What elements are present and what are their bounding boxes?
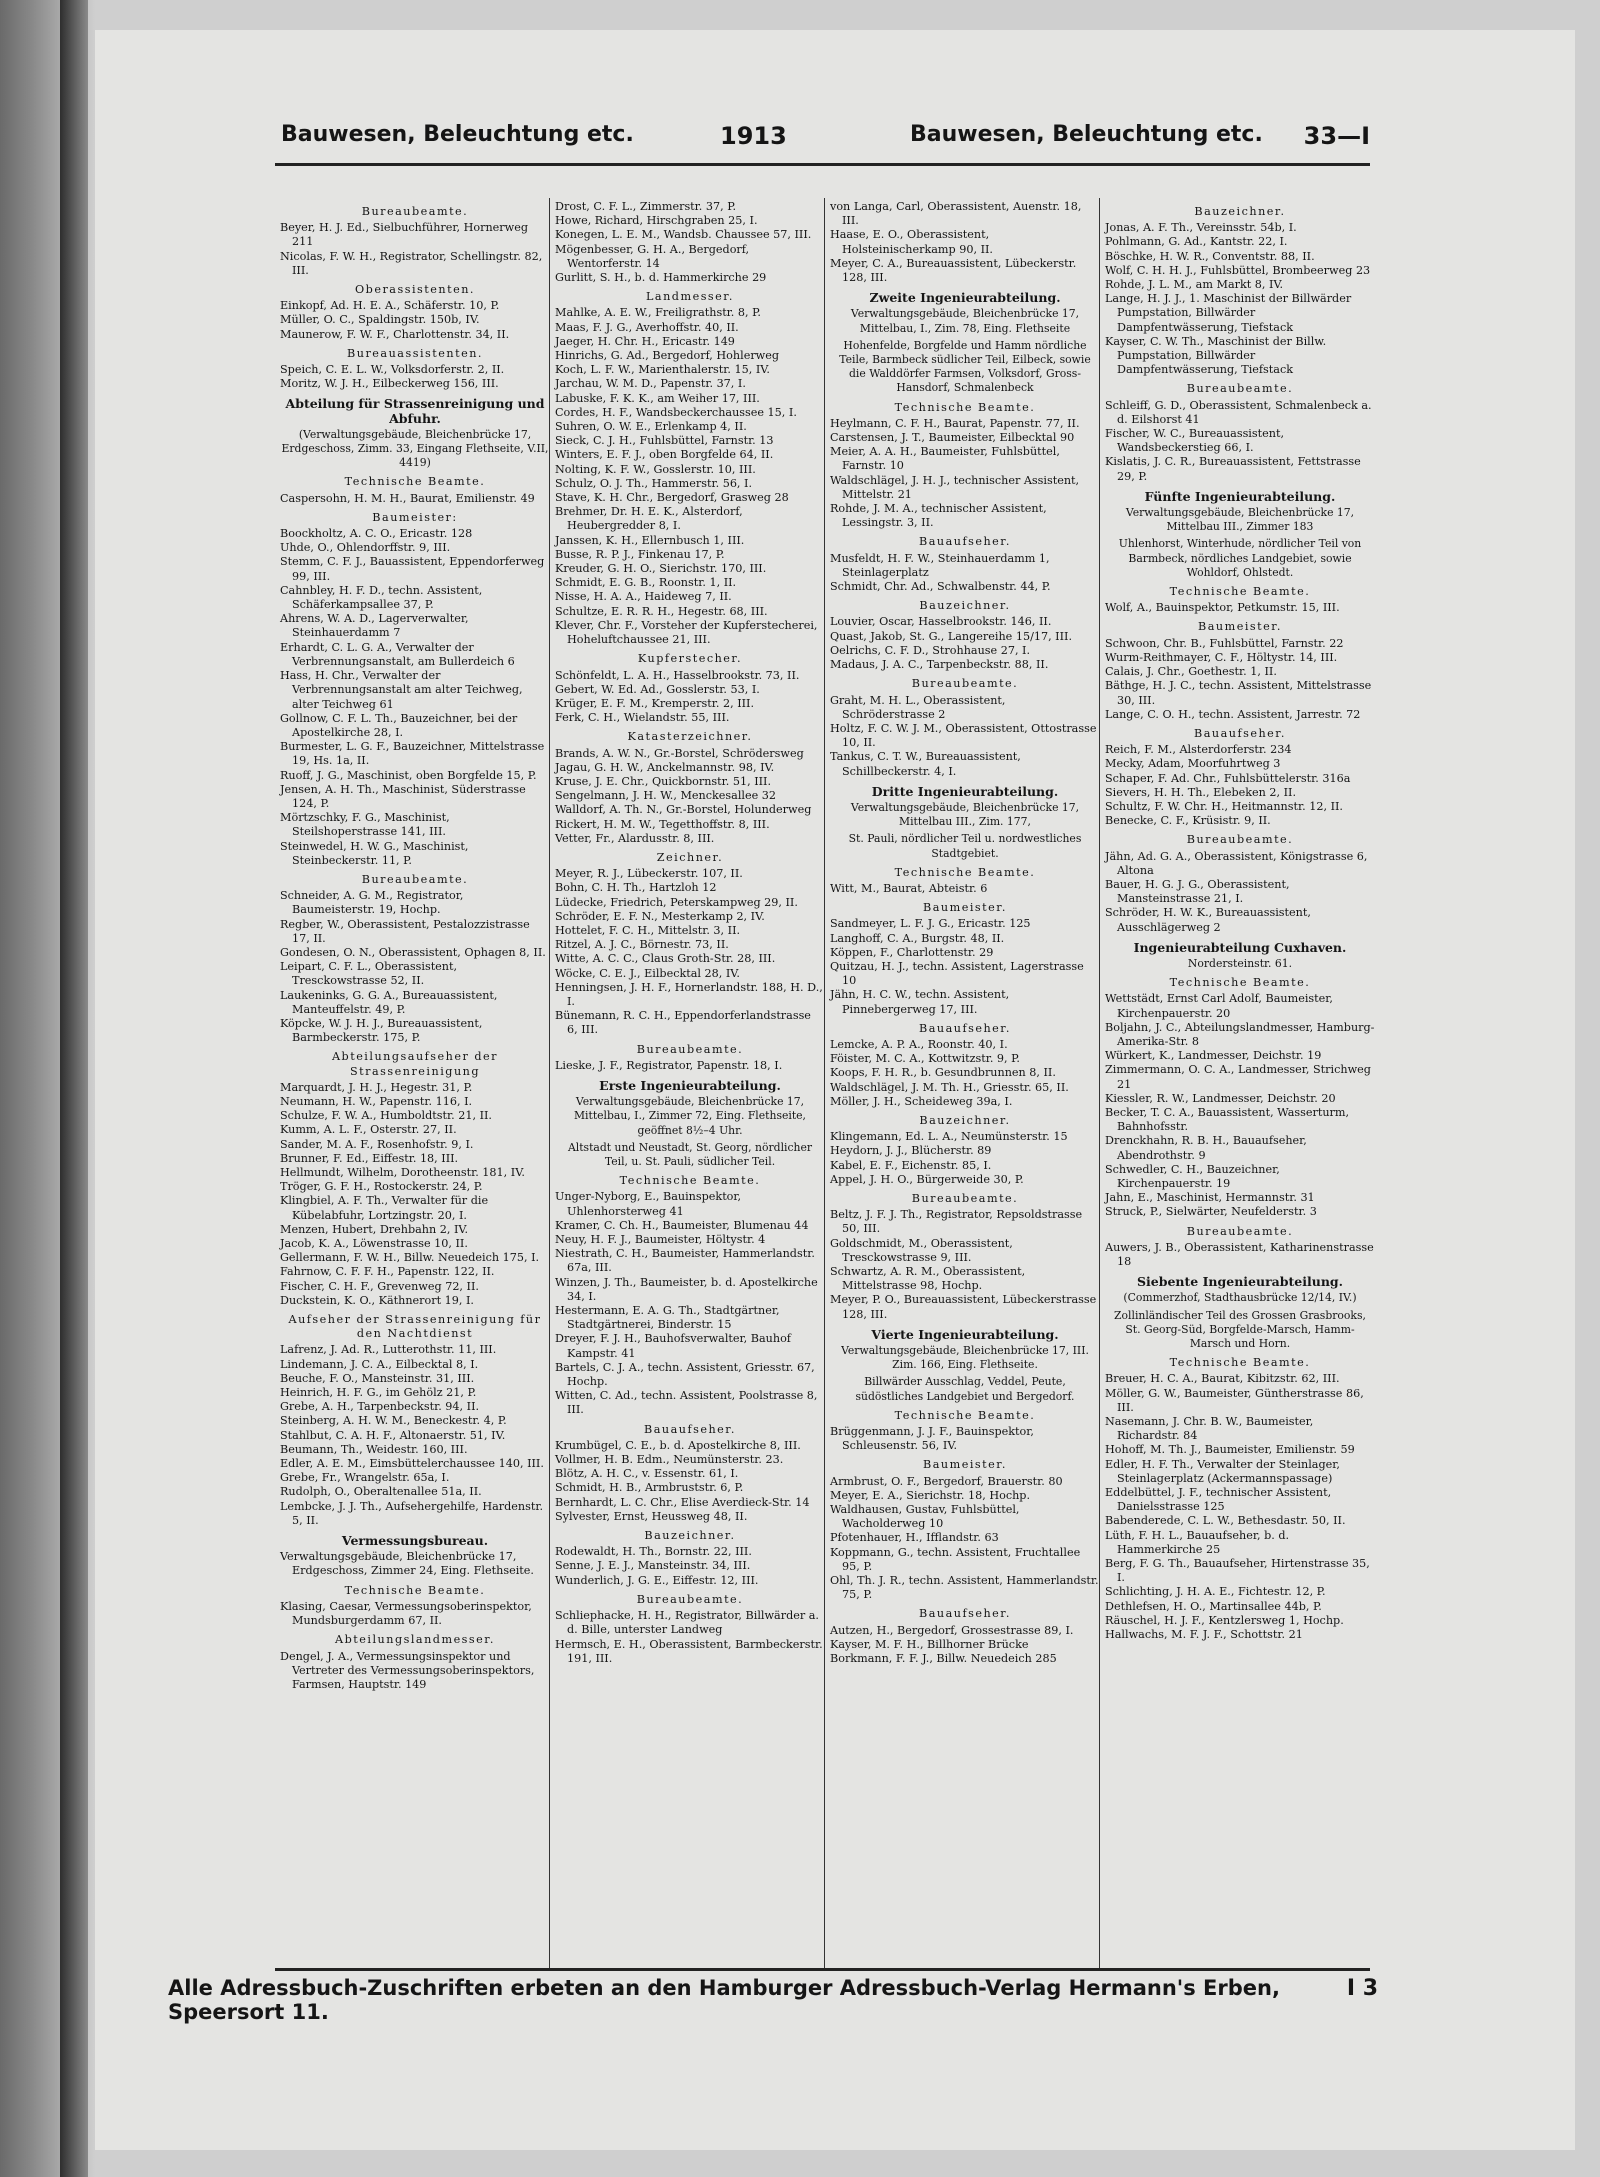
directory-entry: Heydorn, J. J., Blücherstr. 89 [830, 1144, 992, 1158]
directory-entry: Schultz, F. W. Chr. H., Heitmannstr. 12, II. [1105, 799, 1343, 813]
directory-entry: Dengel, J. A., Vermessungsinspektor und Vertreter des Vermessungsoberinspektors, Farmsen, Hauptstr. 149 [280, 1649, 535, 1691]
directory-entry: Waldschlägel, J. M. Th. H., Griesstr. 65, II. [830, 1080, 1069, 1094]
department-note: Altstadt und Neustadt, St. Georg, nördlicher Teil, u. St. Pauli, südlicher Teil. [567, 1140, 813, 1168]
text-column-3 [830, 200, 1100, 1666]
directory-entry: Jonas, A. F. Th., Vereinsstr. 54b, I. [1105, 221, 1297, 235]
directory-entry: Brehmer, Dr. H. E. K., Alsterdorf, Heubergredder 8, I. [555, 505, 743, 533]
section-label: Technische Beamte. [894, 400, 1036, 414]
directory-entry: Quitzau, H. J., techn. Assistent, Lagerstrasse 10 [830, 959, 1084, 988]
section-label: Bauaufseher. [919, 1607, 1011, 1621]
directory-entry: Schulze, F. W. A., Humboldtstr. 21, II. [280, 1109, 492, 1123]
directory-entry: Becker, T. C. A., Bauassistent, Wasserturm, Bahnhofsstr. [1105, 1105, 1350, 1134]
directory-entry: Hestermann, E. A. G. Th., Stadtgärtner, Stadtgärtnerei, Binderstr. 15 [555, 1304, 780, 1332]
directory-entry: Caspersohn, H. M. H., Baurat, Emilienstr. 49 [280, 491, 535, 505]
directory-entry: Meyer, R. J., Lübeckerstr. 107, II. [555, 867, 743, 881]
directory-entry: Tankus, C. T. W., Bureauassistent, Schillbeckerstr. 4, I. [830, 750, 1021, 778]
directory-entry: Steinberg, A. H. W. M., Beneckestr. 4, P. [280, 1414, 507, 1428]
section-label: Technische Beamte. [344, 1583, 486, 1597]
directory-entry: Lindemann, J. C. A., Eilbecktal 8, I. [280, 1357, 479, 1371]
directory-entry: Bartels, C. J. A., techn. Assistent, Griesstr. 67, Hochp. [555, 1360, 815, 1389]
sheet-signature: I 3 [1346, 1976, 1378, 2001]
directory-entry: Beltz, J. F. J. Th., Registrator, Repsoldstrasse 50, III. [830, 1208, 1083, 1236]
directory-entry: Verwaltungsgebäude, Bleichenbrücke 17, Erdgeschoss, Zimmer 24, Eing. Flethseite. [280, 1550, 534, 1578]
directory-entry: Schneider, A. G. M., Registrator, Baumeisterstr. 19, Hochp. [280, 889, 464, 917]
directory-entry: Witt, M., Baurat, Abteistr. 6 [830, 881, 988, 895]
directory-entry: Beyer, H. J. Ed., Sielbuchführer, Hornerweg 211 [280, 221, 529, 249]
directory-entry: Leipart, C. F. L., Oberassistent, Tresckowstrasse 52, II. [280, 960, 458, 988]
directory-entry: Rodewaldt, H. Th., Bornstr. 22, III. [555, 1545, 752, 1559]
directory-entry: Krüger, E. F. M., Kremperstr. 2, III. [555, 696, 755, 710]
directory-entry: Pfotenhauer, H., Ifflandstr. 63 [830, 1531, 999, 1545]
directory-entry: Klingemann, Ed. L. A., Neumünsterstr. 15 [830, 1130, 1068, 1144]
directory-entry: Borkmann, F. F. J., Billw. Neuedeich 285 [830, 1652, 1057, 1666]
directory-entry: Mögenbesser, G. H. A., Bergedorf, Wentorferstr. 14 [555, 242, 750, 270]
section-label: Bauzeichner. [644, 1529, 736, 1543]
directory-entry: Lafrenz, J. Ad. R., Lutterothstr. 11, III. [280, 1343, 497, 1357]
directory-entry: Senne, J. E. J., Mansteinstr. 34, III. [555, 1559, 751, 1573]
directory-entry: Brüggenmann, J. J. F., Bauinspektor, Schleusenstr. 56, IV. [830, 1425, 1034, 1453]
directory-entry: Cahnbley, H. F. D., techn. Assistent, Schäferkampsallee 37, P. [280, 583, 483, 612]
directory-entry: Oelrichs, C. F. D., Strohhause 27, I. [830, 643, 1031, 657]
section-label: Technische Beamte. [894, 865, 1036, 879]
directory-entry: Beumann, Th., Weidestr. 160, III. [280, 1442, 468, 1456]
directory-entry: Hottelet, F. C. H., Mittelstr. 3, II. [555, 923, 741, 937]
directory-entry: Meyer, C. A., Bureauassistent, Lübeckerstr. 128, III. [830, 256, 1077, 285]
section-label: Technische Beamte. [1169, 1356, 1311, 1370]
section-label: Bauzeichner. [919, 1113, 1011, 1127]
directory-entry: Autzen, H., Bergedorf, Grossestrasse 89, I. [830, 1623, 1074, 1637]
directory-entry: Kramer, C. Ch. H., Baumeister, Blumenau 44 [555, 1218, 809, 1232]
directory-entry: Jähn, Ad. G. A., Oberassistent, Königstrasse 6, Altona [1105, 849, 1368, 877]
section-label: Bauzeichner. [919, 599, 1011, 613]
department-note: Zollinländischer Teil des Grossen Grasbrooks, St. Georg-Süd, Borgfelde-Marsch, Hamm-Marsch und Horn. [1114, 1308, 1366, 1351]
directory-entry: Auwers, J. B., Oberassistent, Katharinenstrasse 18 [1105, 1240, 1374, 1269]
section-label: Technische Beamte. [619, 1174, 761, 1188]
directory-entry: Appel, J. H. O., Bürgerweide 30, P. [830, 1172, 1024, 1186]
section-label: Bureaubeamte. [636, 1042, 744, 1056]
directory-entry: Jacob, K. A., Löwenstrasse 10, II. [280, 1237, 468, 1251]
directory-entry: Boljahn, J. C., Abteilungslandmesser, Hamburg-Amerika-Str. 8 [1105, 1020, 1375, 1048]
directory-entry: Wolf, A., Bauinspektor, Petkumstr. 15, III. [1105, 601, 1340, 615]
directory-entry: Sengelmann, J. H. W., Menckesallee 32 [555, 789, 777, 803]
directory-entry: Witte, A. C. C., Claus Groth-Str. 28, III. [555, 952, 776, 966]
directory-entry: Maunerow, F. W. F., Charlottenstr. 34, II. [280, 327, 510, 341]
department-heading: Ingenieurabteilung Cuxhaven. [1133, 939, 1347, 955]
directory-entry: Erhardt, C. L. G. A., Verwalter der Verbrennungsanstalt, am Bullerdeich 6 [280, 640, 515, 668]
department-heading: Siebente Ingenieurabteilung. [1136, 1274, 1343, 1290]
section-label: Baumeister. [923, 1458, 1007, 1472]
directory-entry: Boockholtz, A. C. O., Ericastr. 128 [280, 527, 473, 541]
directory-entry: Jensen, A. H. Th., Maschinist, Süderstrasse 124, P. [280, 782, 526, 810]
directory-entry: Carstensen, J. T., Baumeister, Eilbecktal 90 [830, 431, 1075, 445]
section-label: Bauzeichner. [1194, 205, 1286, 218]
directory-entry: Böschke, H. W. R., Conventstr. 88, II. [1105, 249, 1315, 263]
directory-entry: Goldschmidt, M., Oberassistent, Tresckowstrasse 9, III. [830, 1236, 1013, 1264]
directory-entry: Vollmer, H. B. Edm., Neumünsterstr. 23. [555, 1453, 784, 1467]
directory-entry: Sander, M. A. F., Rosenhofstr. 9, I. [280, 1137, 474, 1151]
directory-entry: Krumbügel, C. E., b. d. Apostelkirche 8, III. [555, 1438, 801, 1452]
directory-entry: Jagau, G. H. W., Anckelmannstr. 98, IV. [555, 760, 775, 774]
directory-entry: Lüth, F. H. L., Bauaufseher, b. d. Hammerkirche 25 [1105, 1528, 1290, 1556]
directory-entry: Meier, A. A. H., Baumeister, Fuhlsbüttel, Farnstr. 10 [830, 445, 1060, 473]
directory-entry: Madaus, J. A. C., Tarpenbeckstr. 88, II. [830, 658, 1049, 672]
directory-entry: Dethlefsen, H. O., Martinsallee 44b, P. [1105, 1599, 1322, 1613]
directory-entry: Holtz, F. C. W. J. M., Oberassistent, Ottostrasse 10, II. [830, 721, 1097, 750]
directory-entry: Neumann, H. W., Papenstr. 116, I. [280, 1094, 473, 1108]
directory-entry: Busse, R. P. J., Finkenau 17, P. [555, 547, 725, 561]
directory-entry: Schwoon, Chr. B., Fuhlsbüttel, Farnstr. 22 [1105, 636, 1344, 650]
directory-entry: Suhren, O. W. E., Erlenkamp 4, II. [555, 420, 747, 434]
directory-entry: Schlichting, J. H. A. E., Fichtestr. 12, P. [1105, 1585, 1326, 1599]
directory-entry: Föister, M. C. A., Kottwitzstr. 9, P. [830, 1052, 1020, 1066]
directory-entry: Ruoff, J. G., Maschinist, oben Borgfelde 15, P. [280, 768, 537, 782]
page-number: 33—I [1303, 122, 1370, 150]
directory-entry: Lemcke, A. P. A., Roonstr. 40, I. [830, 1037, 1008, 1051]
directory-entry: Jahn, E., Maschinist, Hermannstr. 31 [1105, 1191, 1315, 1205]
directory-entry: Bernhardt, L. C. Chr., Elise Averdieck-Str. 14 [555, 1495, 810, 1509]
directory-entry: Blötz, A. H. C., v. Essenstr. 61, I. [555, 1467, 739, 1481]
directory-entry: Witten, C. Ad., techn. Assistent, Poolstrasse 8, III. [555, 1389, 818, 1417]
directory-entry: Rudolph, O., Oberaltenallee 51a, II. [280, 1485, 482, 1499]
directory-entry: Lüdecke, Friedrich, Peterskampweg 29, II. [555, 895, 798, 909]
directory-entry: Schönfeldt, L. A. H., Hasselbrookstr. 73, II. [555, 668, 800, 682]
directory-entry: Walldorf, A. Th. N., Gr.-Borstel, Holunderweg [555, 803, 812, 817]
directory-entry: Haase, E. O., Oberassistent, Holsteinischerkamp 90, II. [830, 228, 993, 256]
directory-entry: Stave, K. H. Chr., Bergedorf, Grasweg 28 [555, 491, 789, 505]
directory-entry: Konegen, L. E. M., Wandsb. Chaussee 57, III. [555, 228, 812, 242]
directory-entry: Einkopf, Ad. H. E. A., Schäferstr. 10, P. [280, 299, 500, 313]
directory-entry: Rohde, J. L. M., am Markt 8, IV. [1105, 278, 1284, 292]
header-right-title: Bauwesen, Beleuchtung etc. [910, 122, 1263, 147]
directory-entry: Schmidt, Chr. Ad., Schwalbenstr. 44, P. [830, 580, 1051, 594]
directory-entry: Howe, Richard, Hirschgraben 25, I. [555, 214, 758, 228]
directory-entry: Janssen, K. H., Ellernbusch 1, III. [555, 533, 745, 547]
header-left-title: Bauwesen, Beleuchtung etc. [281, 122, 634, 147]
directory-entry: Struck, P., Sielwärter, Neufelderstr. 3 [1105, 1205, 1317, 1219]
directory-entry: Kayser, C. W. Th., Maschinist der Billw. Pumpstation, Billwärder Dampfentwässerung, Tiefstack [1105, 334, 1327, 377]
directory-entry: Koops, F. H. R., b. Gesundbrunnen 8, II. [830, 1066, 1056, 1080]
section-label: Bureaubeamte. [1186, 833, 1294, 847]
directory-entry: Uhde, O., Ohlendorffstr. 9, III. [280, 541, 451, 555]
directory-entry: Moritz, W. J. H., Eilbeckerweg 156, III. [280, 377, 499, 391]
directory-entry: Jarchau, W. M. D., Papenstr. 37, I. [555, 377, 746, 391]
directory-entry: Gurlitt, S. H., b. d. Hammerkirche 29 [555, 271, 767, 285]
section-label: Bureaubeamte. [636, 1592, 744, 1606]
directory-entry: Berg, F. G. Th., Bauaufseher, Hirtenstrasse 35, I. [1105, 1557, 1370, 1585]
department-note: (Commerzhof, Stadthausbrücke 12/14, IV.) [1123, 1291, 1357, 1305]
directory-entry: Marquardt, J. H. J., Hegestr. 31, P. [280, 1080, 473, 1094]
section-label: Bureaubeamte. [911, 1192, 1019, 1205]
directory-entry: Schmidt, E. G. B., Roonstr. 1, II. [555, 576, 737, 590]
footer [168, 1976, 1378, 2024]
directory-entry: Stemm, C. F. J., Bauassistent, Eppendorferweg 99, III. [280, 555, 545, 583]
section-label: Bauaufseher. [1194, 726, 1286, 740]
directory-entry: Gondesen, O. N., Oberassistent, Ophagen 8, II. [280, 945, 546, 959]
directory-entry: von Langa, Carl, Oberassistent, Auenstr. 18, III. [830, 200, 1082, 228]
directory-entry: Mörtzschky, F. G., Maschinist, Steilshoperstrasse 141, III. [280, 811, 450, 839]
directory-entry: Beuche, F. O., Mansteinstr. 31, III. [280, 1371, 475, 1385]
directory-entry: Kruse, J. E. Chr., Quickbornstr. 51, III. [555, 774, 772, 788]
directory-entry: Nolting, K. F. W., Gosslerstr. 10, III. [555, 462, 756, 476]
directory-entry: Kreuder, G. H. O., Sierichstr. 170, III. [555, 562, 767, 576]
directory-entry: Kumm, A. L. F., Osterstr. 27, II. [280, 1123, 457, 1137]
directory-entry: Sandmeyer, L. F. J. G., Ericastr. 125 [830, 917, 1031, 931]
directory-entry: Laukeninks, G. G. A., Bureauassistent, Manteuffelstr. 49, P. [280, 988, 498, 1016]
department-heading: Fünfte Ingenieurabteilung. [1144, 488, 1336, 504]
directory-entry: Rohde, J. M. A., technischer Assistent, Lessingstr. 3, II. [830, 502, 1047, 530]
directory-entry: Kayser, M. F. H., Billhorner Brücke [830, 1637, 1029, 1651]
directory-entry: Gebert, W. Ed. Ad., Gosslerstr. 53, I. [555, 682, 760, 696]
directory-entry: Niestrath, C. H., Baumeister, Hammerlandstr. 67a, III. [555, 1247, 815, 1275]
section-label: Technische Beamte. [1169, 976, 1311, 990]
section-label: Bureauassistenten. [347, 346, 483, 360]
directory-entry: Grebe, A. H., Tarpenbeckstr. 94, II. [280, 1400, 480, 1414]
directory-entry: Schwedler, C. H., Bauzeichner, Kirchenpauerstr. 19 [1105, 1162, 1280, 1190]
directory-entry: Brunner, F. Ed., Eiffestr. 18, III. [280, 1151, 459, 1165]
directory-entry: Schröder, E. F. N., Mesterkamp 2, IV. [555, 909, 765, 923]
department-heading: Zweite Ingenieurabteilung. [869, 290, 1061, 306]
directory-entry: Bäthge, H. J. C., techn. Assistent, Mittelstrasse 30, III. [1105, 679, 1372, 707]
directory-entry: Schulz, O. J. Th., Hammerstr. 56, I. [555, 476, 753, 490]
section-label: Baumeister. [1198, 620, 1282, 634]
directory-entry: Zimmermann, O. C. A., Landmesser, Strichweg 21 [1105, 1063, 1371, 1091]
directory-entry: Vetter, Fr., Alardusstr. 8, III. [555, 831, 715, 845]
directory-entry: Jähn, H. C. W., techn. Assistent, Pinnebergerweg 17, III. [830, 988, 1010, 1016]
directory-entry: Brands, A. W. N., Gr.-Borstel, Schrödersweg [555, 746, 804, 760]
directory-entry: Breuer, H. C. A., Baurat, Kibitzstr. 62, III. [1105, 1372, 1340, 1386]
directory-entry: Ahrens, W. A. D., Lagerverwalter, Steinhauerdamm 7 [280, 612, 469, 640]
footer-rule [275, 1968, 1370, 1971]
directory-entry: Fischer, W. C., Bureauassistent, Wandsbeckerstieg 66, I. [1105, 427, 1285, 455]
text-column-2 [555, 200, 825, 1666]
directory-entry: Lange, H. J. J., 1. Maschinist der Billwärder Pumpstation, Billwärder Dampfentwässerung, Tiefstack [1105, 292, 1352, 334]
directory-entry: Edler, A. E. M., Eimsbüttelerchaussee 140, III. [280, 1457, 544, 1471]
directory-entry: Schaper, F. Ad. Chr., Fuhlsbüttelerstr. 316a [1105, 771, 1351, 785]
directory-entry: Steinwedel, H. W. G., Maschinist, Steinbeckerstr. 11, P. [280, 839, 469, 867]
directory-entry: Unger-Nyborg, E., Bauinspektor, Uhlenhorsterweg 41 [555, 1190, 742, 1218]
section-label: Katasterzeichner. [627, 730, 753, 744]
running-header [275, 112, 1370, 160]
section-label: Technische Beamte. [344, 475, 486, 489]
department-heading: Vermessungsbureau. [341, 1533, 489, 1549]
footer-publisher-note: Alle Adressbuch-Zuschriften erbeten an den Hamburger Adressbuch-Verlag Hermann's Erben, Speersort 11. [168, 1976, 1280, 2024]
directory-entry: Pohlmann, G. Ad., Kantstr. 22, I. [1105, 235, 1288, 249]
department-note: Verwaltungsgebäude, Bleichenbrücke 17, III. Zim. 166, Eing. Flethseite. [841, 1344, 1089, 1372]
directory-entry: Fischer, C. H. F., Grevenweg 72, II. [280, 1279, 479, 1293]
department-note: St. Pauli, nördlicher Teil u. nordwestliches Stadtgebiet. [848, 832, 1082, 860]
directory-entry: Heinrich, H. F. G., im Gehölz 21, P. [280, 1386, 477, 1400]
directory-entry: Eddelbüttel, J. F., technischer Assistent, Danielsstrasse 125 [1105, 1486, 1332, 1514]
directory-entry: Benecke, C. F., Krüsistr. 9, II. [1105, 814, 1271, 828]
section-label: Zeichner. [656, 850, 724, 864]
page-gutter [60, 0, 88, 2177]
directory-entry: Köpcke, W. J. H. J., Bureauassistent, Barmbeckerstr. 175, P. [280, 1016, 483, 1045]
directory-entry: Jaeger, H. Chr. H., Ericastr. 149 [555, 334, 735, 348]
directory-entry: Köppen, F., Charlottenstr. 29 [830, 945, 994, 959]
department-heading: Dritte Ingenieurabteilung. [871, 783, 1059, 799]
department-note: (Verwaltungsgebäude, Bleichenbrücke 17, Erdgeschoss, Zimm. 33, Eingang Flethseite, V.II, 4419) [281, 427, 549, 470]
directory-entry: Räuschel, H. J. F., Kentzlersweg 1, Hochp. [1105, 1613, 1344, 1627]
directory-entry: Schultze, E. R. R. H., Hegestr. 68, III. [555, 604, 768, 618]
directory-entry: Sieck, C. J. H., Fuhlsbüttel, Farnstr. 13 [555, 434, 774, 448]
directory-entry: Bünemann, R. C. H., Eppendorferlandstrasse 6, III. [555, 1009, 811, 1037]
directory-entry: Klasing, Caesar, Vermessungsoberinspektor, Mundsburgerdamm 67, II. [280, 1599, 532, 1628]
department-heading: Abteilung für Strassenreinigung und Abfuhr. [285, 396, 545, 426]
department-note: Hohenfelde, Borgfelde und Hamm nördliche Teile, Barmbeck südlicher Teil, Eilbeck, sowie die Walddörfer Farmsen, Volksdorf, Gross-Hansdorf, Schmalenbeck [839, 338, 1091, 395]
section-label: Bureaubeamte. [361, 872, 469, 886]
directory-entry: Schliephacke, H. H., Registrator, Billwärder a. d. Bille, unterster Landweg [555, 1609, 819, 1637]
section-label: Technische Beamte. [1169, 585, 1311, 599]
department-heading: Vierte Ingenieurabteilung. [871, 1326, 1059, 1342]
directory-entry: Henningsen, J. H. F., Hornerlandstr. 188, H. D., I. [555, 980, 823, 1008]
directory-entry: Rickert, H. M. W., Tegetthoffstr. 8, III. [555, 817, 770, 831]
section-label: Bauaufseher. [919, 1021, 1011, 1035]
directory-entry: Dreyer, F. J. H., Bauhofsverwalter, Bauhof Kampstr. 41 [555, 1332, 791, 1360]
section-label: Bureaubeamte. [361, 205, 469, 218]
directory-entry: Koch, L. F. W., Marienthalerstr. 15, IV. [555, 363, 770, 377]
directory-entry: Kabel, E. F., Eichenstr. 85, I. [830, 1158, 992, 1172]
directory-entry: Musfeldt, H. F. W., Steinhauerdamm 1, Steinlagerplatz [830, 551, 1050, 579]
section-label: Bureaubeamte. [1186, 1224, 1294, 1238]
directory-entry: Wunderlich, J. G. E., Eiffestr. 12, III. [555, 1573, 759, 1587]
directory-entry: Bohn, C. H. Th., Hartzloh 12 [555, 881, 717, 895]
department-note: Verwaltungsgebäude, Bleichenbrücke 17, Mittelbau, I., Zimmer 72, Eing. Flethseite, geöffnet 8½–4 Uhr. [573, 1095, 806, 1137]
directory-entry: Hinrichs, G. Ad., Bergedorf, Hohlerweg [555, 349, 780, 363]
directory-entry: Hellmundt, Wilhelm, Dorotheenstr. 181, IV. [280, 1166, 525, 1179]
text-column-1 [280, 200, 550, 1692]
directory-entry: Edler, H. F. Th., Verwalter der Steinlager, Steinlagerplatz (Ackermannspassage) [1105, 1457, 1340, 1485]
directory-entry: Calais, J. Chr., Goethestr. 1, II. [1105, 665, 1277, 679]
directory-entry: Armbrust, O. F., Bergedorf, Brauerstr. 80 [830, 1474, 1063, 1488]
department-note: Billwärder Ausschlag, Veddel, Peute, südöstliches Landgebiet und Bergedorf. [855, 1375, 1075, 1403]
section-label: Bauaufseher. [644, 1422, 736, 1436]
directory-entry: Maas, F. J. G., Averhoffstr. 40, II. [555, 320, 739, 334]
section-label: Kupferstecher. [637, 652, 743, 666]
directory-entry: Mecky, Adam, Moorfuhrtweg 3 [1105, 757, 1281, 771]
text-column-4 [1105, 200, 1375, 1642]
directory-entry: Duckstein, K. O., Käthnerort 19, I. [280, 1293, 474, 1307]
directory-entry: Reich, F. M., Alsterdorferstr. 234 [1105, 743, 1292, 757]
directory-entry: Winters, E. F. J., oben Borgfelde 64, II. [555, 448, 774, 462]
directory-entry: Langhoff, C. A., Burgstr. 48, II. [830, 931, 1005, 945]
department-note: Nordersteinstr. 61. [1187, 956, 1293, 970]
directory-entry: Wolf, C. H. H. J., Fuhlsbüttel, Brombeerweg 23 [1105, 263, 1371, 277]
section-label: Bureaubeamte. [911, 677, 1019, 691]
directory-entry: Labuske, F. K. K., am Weiher 17, III. [555, 391, 760, 405]
directory-entry: Schröder, H. W. K., Bureauassistent, Ausschlägerweg 2 [1105, 906, 1311, 934]
directory-entry: Speich, C. E. L. W., Volksdorferstr. 2, II. [280, 363, 505, 377]
directory-entry: Müller, O. C., Spaldingstr. 150b, IV. [280, 313, 480, 327]
department-note: Verwaltungsgebäude, Bleichenbrücke 17, Mittelbau III., Zim. 177, [850, 800, 1080, 829]
section-label: Baumeister: [372, 510, 458, 524]
directory-entry: Ohl, Th. J. R., techn. Assistent, Hammerlandstr. 75, P. [830, 1574, 1099, 1602]
directory-entry: Möller, G. W., Baumeister, Güntherstrasse 86, III. [1105, 1386, 1364, 1414]
directory-entry: Drost, C. F. L., Zimmerstr. 37, P. [555, 200, 737, 213]
directory-entry: Koppmann, G., techn. Assistent, Fruchtallee 95, P. [830, 1545, 1081, 1573]
directory-entry: Wurm-Reithmayer, C. F., Höltystr. 14, III. [1105, 650, 1338, 664]
directory-entry: Schwartz, A. R. M., Oberassistent, Mittelstrasse 98, Hochp. [830, 1265, 1026, 1293]
directory-entry: Schleiff, G. D., Oberassistent, Schmalenbeck a. d. Eilshorst 41 [1105, 398, 1372, 426]
directory-entry: Babenderede, C. L. W., Bethesdastr. 50, II. [1105, 1514, 1346, 1528]
department-note: Verwaltungsgebäude, Bleichenbrücke 17, Mittelbau III., Zimmer 183 [1125, 506, 1355, 534]
directory-entry: Wöcke, C. E. J., Eilbecktal 28, IV. [555, 966, 740, 980]
directory-entry: Heylmann, C. F. H., Baurat, Papenstr. 77, II. [830, 416, 1080, 430]
directory-entry: Würkert, K., Landmesser, Deichstr. 19 [1105, 1049, 1322, 1063]
directory-entry: Wettstädt, Ernst Carl Adolf, Baumeister, Kirchenpauerstr. 20 [1105, 992, 1333, 1020]
directory-entry: Drenckhahn, R. B. H., Bauaufseher, Abendrothstr. 9 [1105, 1134, 1307, 1162]
directory-entry: Lembcke, J. J. Th., Aufsehergehilfe, Hardenstr. 5, II. [280, 1499, 544, 1527]
directory-entry: Möller, J. H., Scheideweg 39a, I. [830, 1094, 1013, 1108]
directory-entry: Bauer, H. G. J. G., Oberassistent, Mansteinstrasse 21, I. [1105, 877, 1290, 906]
header-year: 1913 [720, 122, 787, 150]
directory-entry: Regber, W., Oberassistent, Pestalozzistrasse 17, II. [280, 917, 530, 945]
section-label: Abteilungslandmesser. [335, 1633, 495, 1647]
section-label: Bauaufseher. [919, 535, 1011, 549]
section-label: Technische Beamte. [894, 1408, 1036, 1422]
directory-entry: Neuy, H. F. J., Baumeister, Höltystr. 4 [555, 1233, 766, 1247]
directory-entry: Gollnow, C. F. L. Th., Bauzeichner, bei der Apostelkirche 28, I. [280, 711, 518, 739]
section-label: Landmesser. [646, 290, 734, 304]
directory-entry: Nicolas, F. W. H., Registrator, Schellingstr. 82, III. [280, 249, 543, 277]
directory-entry: Burmester, L. G. F., Bauzeichner, Mittelstrasse 19, Hs. 1a, II. [280, 740, 545, 768]
directory-entry: Sievers, H. H. Th., Elebeken 2, II. [1105, 785, 1297, 799]
department-heading: Erste Ingenieurabteilung. [599, 1077, 781, 1093]
directory-entry: Klever, Chr. F., Vorsteher der Kupferstecherei, Hoheluftchaussee 21, III. [555, 618, 818, 647]
directory-entry: Lange, C. O. H., techn. Assistent, Jarrestr. 72 [1105, 707, 1361, 721]
directory-entry: Hohoff, M. Th. J., Baumeister, Emilienstr. 59 [1105, 1443, 1355, 1457]
directory-entry: Stahlbut, C. A. H. F., Altonaerstr. 51, IV. [280, 1428, 506, 1442]
directory-entry: Meyer, P. O., Bureauassistent, Lübeckerstrasse 128, III. [830, 1293, 1097, 1321]
header-rule [275, 163, 1370, 166]
section-label: Oberassistenten. [355, 283, 475, 297]
section-label: Bureaubeamte. [1186, 382, 1294, 396]
directory-entry: Tröger, G. F. H., Rostockerstr. 24, P. [280, 1180, 483, 1194]
department-note: Verwaltungsgebäude, Bleichenbrücke 17, Mittelbau, I., Zim. 78, Eing. Flethseite [850, 307, 1080, 335]
section-label: Baumeister. [923, 901, 1007, 915]
directory-entry: Menzen, Hubert, Drehbahn 2, IV. [280, 1222, 469, 1236]
directory-entry: Fahrnow, C. F. F. H., Papenstr. 122, II. [280, 1265, 495, 1279]
directory-entry: Gellermann, F. W. H., Billw. Neuedeich 175, I. [280, 1251, 540, 1265]
section-label: Abteilungsaufseher der Strassenreinigung [331, 1050, 499, 1078]
directory-entry: Ritzel, A. J. C., Börnestr. 73, II. [555, 938, 729, 952]
directory-entry: Louvier, Oscar, Hasselbrookstr. 146, II. [830, 615, 1052, 629]
directory-entry: Mahlke, A. E. W., Freiligrathstr. 8, P. [555, 306, 761, 320]
department-note: Uhlenhorst, Winterhude, nördlicher Teil von Barmbeck, nördliches Landgebiet, sowie Wohldorf, Ohlstedt. [1118, 537, 1362, 579]
directory-entry: Schmidt, H. B., Armbruststr. 6, P. [555, 1481, 744, 1495]
directory-entry: Meyer, E. A., Sierichstr. 18, Hochp. [830, 1488, 1031, 1502]
directory-entry: Cordes, H. F., Wandsbeckerchaussee 15, I. [555, 405, 797, 419]
directory-entry: Klingbiel, A. F. Th., Verwalter für die Kübelabfuhr, Lortzingstr. 20, I. [280, 1194, 489, 1222]
directory-entry: Quast, Jakob, St. G., Langereihe 15/17, III. [830, 629, 1073, 643]
section-label: Aufseher der Strassenreinigung für den Nachtdienst [288, 1313, 542, 1341]
directory-entry: Nisse, H. A. A., Haideweg 7, II. [555, 590, 732, 604]
directory-entry: Lieske, J. F., Registrator, Papenstr. 18, I. [555, 1058, 783, 1072]
directory-entry: Hallwachs, M. F. J. F., Schottstr. 21 [1105, 1628, 1303, 1642]
directory-entry: Graht, M. H. L., Oberassistent, Schröderstrasse 2 [830, 693, 1006, 721]
directory-entry: Waldhausen, Gustav, Fuhlsbüttel, Wacholderweg 10 [830, 1503, 1020, 1531]
directory-entry: Kiessler, R. W., Landmesser, Deichstr. 20 [1105, 1091, 1336, 1105]
directory-entry: Ferk, C. H., Wielandstr. 55, III. [555, 711, 730, 725]
directory-entry: Waldschlägel, J. H. J., technischer Assistent, Mittelstr. 21 [830, 473, 1080, 501]
directory-entry: Hass, H. Chr., Verwalter der Verbrennungsanstalt am alter Teichweg, alter Teichweg 61 [280, 669, 523, 711]
directory-entry: Kislatis, J. C. R., Bureauassistent, Fettstrasse 29, P. [1105, 455, 1361, 483]
directory-entry: Nasemann, J. Chr. B. W., Baumeister, Richardstr. 84 [1105, 1415, 1314, 1443]
directory-entry: Sylvester, Ernst, Heussweg 48, II. [555, 1509, 748, 1523]
directory-entry: Grebe, Fr., Wrangelstr. 65a, I. [280, 1471, 450, 1485]
directory-entry: Winzen, J. Th., Baumeister, b. d. Apostelkirche 34, I. [555, 1275, 818, 1303]
directory-entry: Hermsch, E. H., Oberassistent, Barmbeckerstr. 191, III. [555, 1637, 823, 1665]
